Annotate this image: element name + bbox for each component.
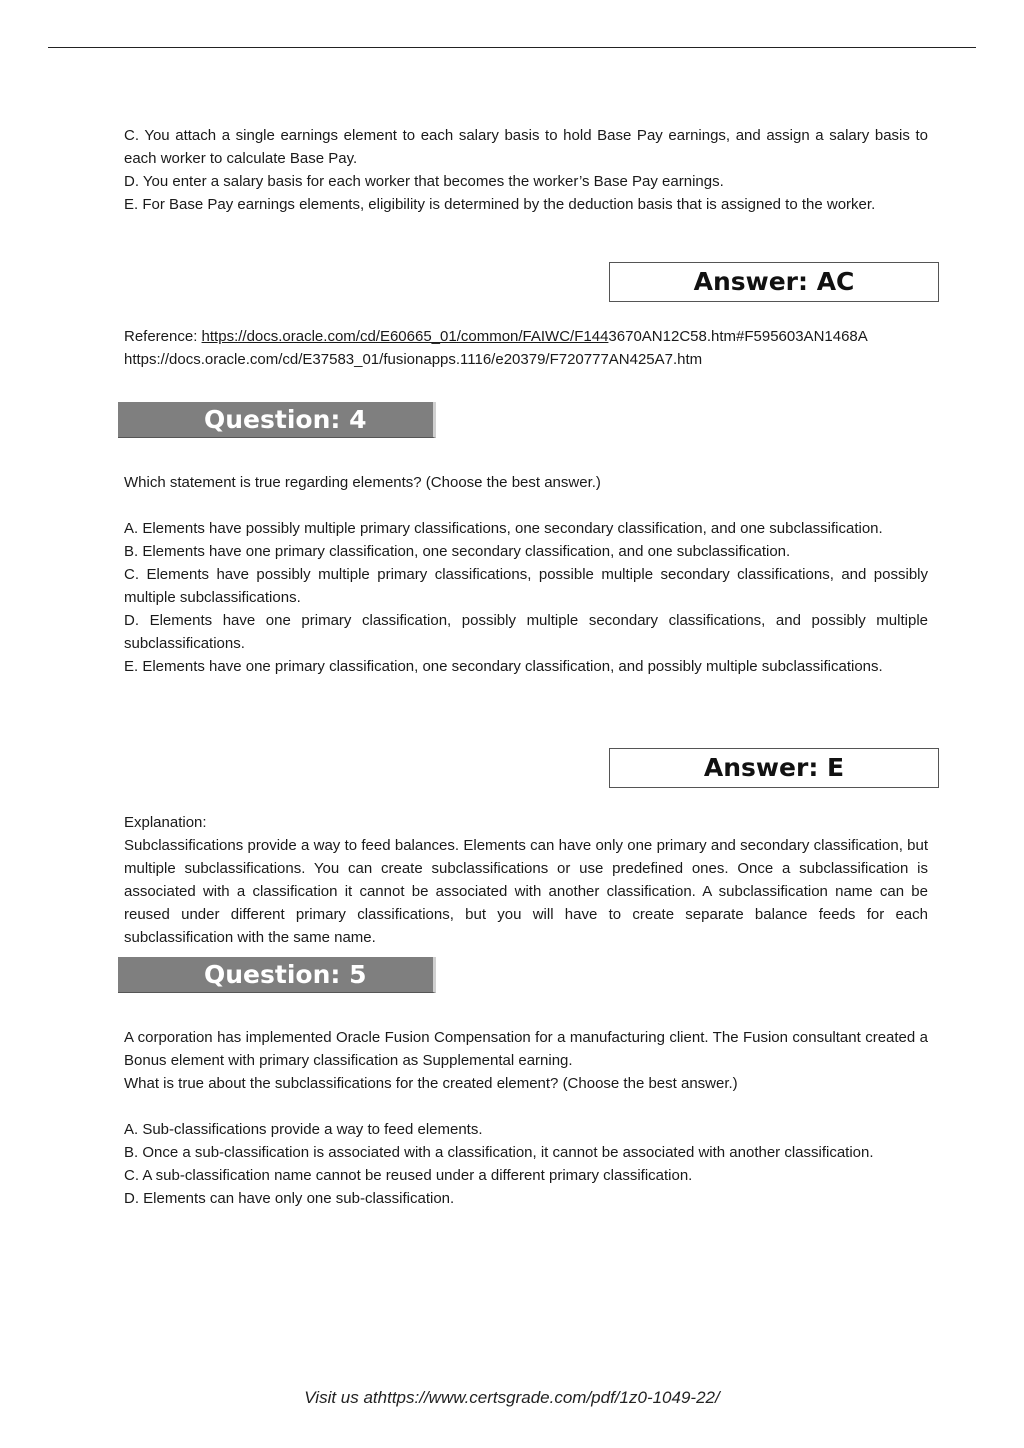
reference-link-1-rest[interactable]: 3670AN12C58.htm#F595603AN1468A bbox=[608, 328, 868, 345]
q4-option-c: C. Elements have possibly multiple primary classifications, possible multiple secondary classifications, and possibly multiple subclassifications. bbox=[124, 566, 928, 606]
footer-visit-link[interactable]: Visit us athttps://www.certsgrade.com/pdf/1z0-1049-22/ bbox=[304, 1388, 720, 1407]
q3-reference bbox=[124, 325, 928, 371]
q5-stem-1: A corporation has implemented Oracle Fusion Compensation for a manufacturing client. The Fusion consultant created a Bonus element with primary classification as Supplemental earning. bbox=[124, 1029, 928, 1069]
q3-answer-box: Answer: AC bbox=[609, 262, 939, 302]
q4-options bbox=[124, 517, 928, 678]
q4-option-b: B. Elements have one primary classification, one secondary classification, and one subclassification. bbox=[124, 543, 791, 560]
reference-link-2[interactable]: https://docs.oracle.com/cd/E37583_01/fusionapps.1116/e20379/F720777AN425A7.htm bbox=[124, 351, 703, 368]
q3-option-e: E. For Base Pay earnings elements, eligibility is determined by the deduction basis that is assigned to the worker. bbox=[124, 196, 876, 213]
header-rule bbox=[48, 47, 976, 48]
q5-option-d: D. Elements can have only one sub-classification. bbox=[124, 1190, 455, 1207]
question-4-heading: Question: 4 bbox=[118, 402, 436, 438]
q3-option-c: C. You attach a single earnings element to each salary basis to hold Base Pay earnings, and assign a salary basis to each worker to calculate Base Pay. bbox=[124, 127, 928, 167]
explanation-text: Subclassifications provide a way to feed balances. Elements can have only one primary and secondary classification, but multiple subclassifications. You can create subclassifications or use predefined ones. Once a subclassification is associated with a classification it cannot be associated with another classification. A subclassification name can be reused under different primary classifications, but you will have to create separate balance feeds for each subclassification with the same name. bbox=[124, 837, 928, 946]
q5-option-c: C. A sub-classification name cannot be reused under a different primary classification. bbox=[124, 1167, 693, 1184]
q4-stem-block bbox=[124, 471, 928, 494]
q4-option-a: A. Elements have possibly multiple primary classifications, one secondary classification, and one subclassification. bbox=[124, 520, 883, 537]
q5-option-a: A. Sub-classifications provide a way to feed elements. bbox=[124, 1121, 483, 1138]
reference-label: Reference: bbox=[124, 328, 202, 345]
explanation-label: Explanation: bbox=[124, 814, 207, 831]
reference-link-1[interactable]: https://docs.oracle.com/cd/E60665_01/common/FAIWC/F144 bbox=[201, 328, 609, 345]
q4-stem: Which statement is true regarding elements? (Choose the best answer.) bbox=[124, 474, 601, 491]
q5-stem-2: What is true about the subclassifications for the created element? (Choose the best answer.) bbox=[124, 1075, 738, 1092]
q3-option-d: D. You enter a salary basis for each worker that becomes the worker’s Base Pay earnings. bbox=[124, 173, 724, 190]
q5-stem-block bbox=[124, 1026, 928, 1095]
q4-explanation-block bbox=[124, 811, 928, 949]
q4-option-d: D. Elements have one primary classification, possibly multiple secondary classifications, and possibly multiple subclassifications. bbox=[124, 612, 928, 652]
q3-options bbox=[124, 124, 928, 216]
q5-option-b: B. Once a sub-classification is associated with a classification, it cannot be associated with another classification. bbox=[124, 1144, 874, 1161]
question-5-heading: Question: 5 bbox=[118, 957, 436, 993]
q5-options bbox=[124, 1118, 928, 1210]
q4-answer-box: Answer: E bbox=[609, 748, 939, 788]
q4-option-e: E. Elements have one primary classification, one secondary classification, and possibly multiple subclassifications. bbox=[124, 658, 883, 675]
